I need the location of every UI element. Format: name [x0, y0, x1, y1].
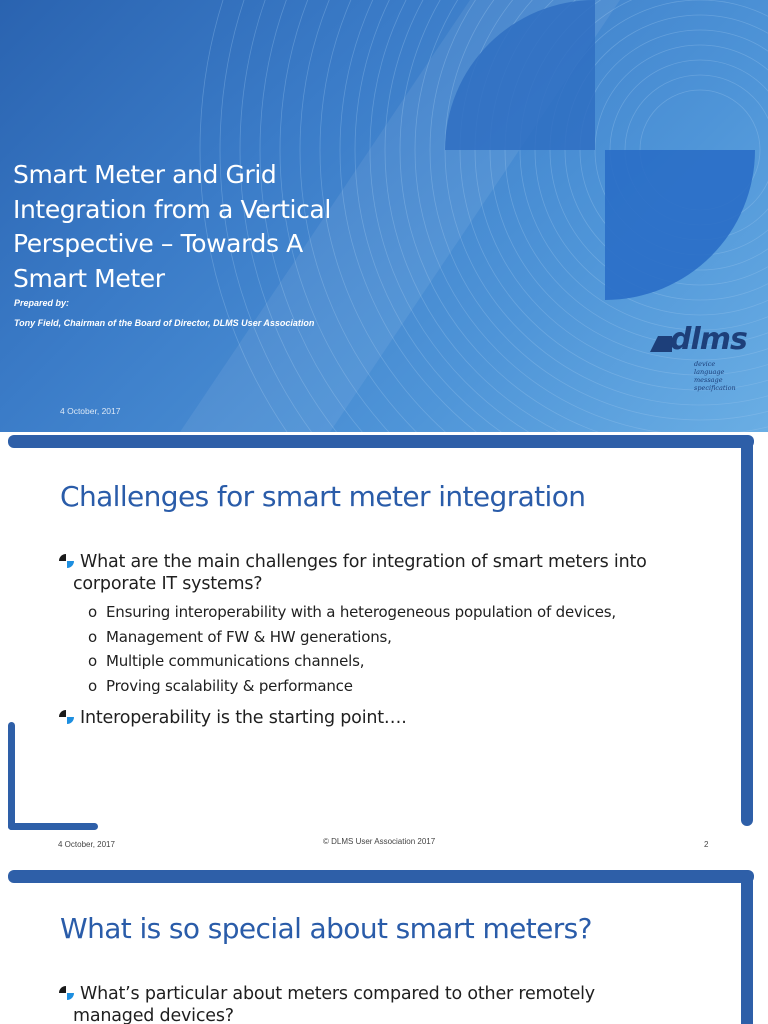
sub-bullet-item: o Proving scalability & performance [88, 677, 353, 695]
bullet-item: What are the main challenges for integration of smart meters into [58, 550, 647, 574]
bullet-icon [58, 709, 75, 725]
presentation-title: Smart Meter and Grid Integration from a Vertical Perspective – Towards A Smart Meter [13, 160, 331, 293]
footer-copyright: © DLMS User Association 2017 [323, 837, 436, 846]
slide-frame-left [8, 722, 15, 830]
sub-bullet-item: o Management of FW & HW generations, [88, 628, 392, 646]
bullet-item: Interoperability is the starting point…. [58, 706, 407, 730]
dlms-logo-word: dlms [670, 322, 747, 357]
special-slide [0, 864, 768, 1024]
slide-frame-right [741, 440, 753, 826]
sub-bullet-item: o Ensuring interoperability with a heterogeneous population of devices, [88, 603, 616, 621]
bullet-item-continuation: managed devices? [73, 1006, 234, 1024]
bullet-icon [58, 985, 75, 1001]
author-line: Tony Field, Chairman of the Board of Director, DLMS User Association [14, 318, 315, 328]
slide-frame-top [8, 435, 754, 448]
dlms-logo-tagline: device language message specification [694, 360, 736, 392]
bullet-icon [58, 553, 75, 569]
dlms-logo [650, 322, 762, 392]
prepared-by-label: Prepared by: [14, 298, 70, 308]
title-slide [0, 0, 768, 432]
slide-title: Challenges for smart meter integration [60, 480, 586, 513]
bullet-item: What’s particular about meters compared to other remotely [58, 982, 595, 1006]
sub-bullet-item: o Multiple communications channels, [88, 652, 365, 670]
dlms-logo-mark-icon [650, 336, 672, 352]
title-slide-date: 4 October, 2017 [60, 406, 121, 416]
slide-title: What is so special about smart meters? [60, 912, 592, 945]
challenges-slide [0, 432, 768, 864]
slide-frame-top [8, 870, 754, 883]
slide-frame-right [741, 875, 753, 1024]
bullet-item-continuation: corporate IT systems? [73, 574, 263, 594]
footer-page-number: 2 [704, 840, 709, 849]
footer-date: 4 October, 2017 [58, 840, 115, 849]
slide-frame-bottom [8, 823, 98, 830]
